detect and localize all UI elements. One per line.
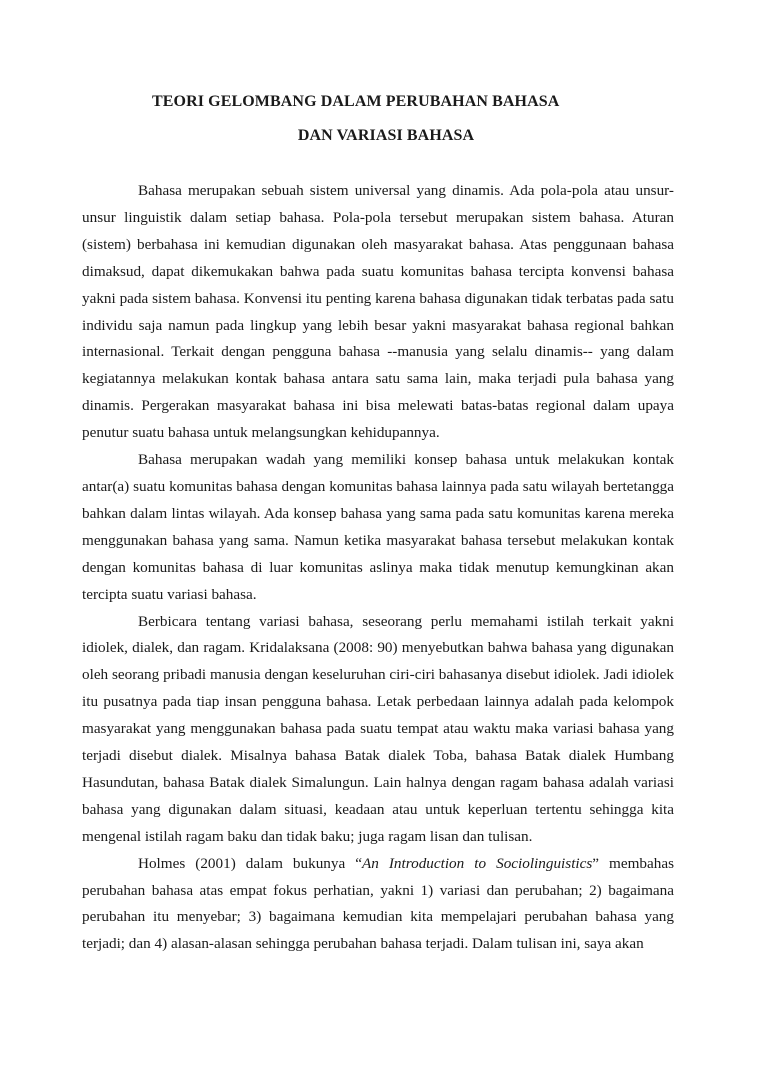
paragraph-3: Berbicara tentang variasi bahasa, seseorang perlu memahami istilah terkait yakni idiolek, dialek, dan ragam. Kridalaksana (2008: 90) menyebutkan bahwa bahasa yang digunakan oleh seorang pribadi manusia dengan keseluruhan ciri-ciri bahasanya disebut idiolek. Jadi idiolek itu pusatnya pada tiap insan pengguna bahasa. Letak perbedaan lainnya adalah pada kelompok masyarakat yang menggunakan bahasa pada suatu tempat atau waktu maka variasi bahasa yang terjadi disebut dialek. Misalnya bahasa Batak dialek Toba, bahasa Batak dialek Humbang Hasundutan, bahasa Batak dialek Simalungun. Lain halnya dengan ragam bahasa adalah variasi bahasa yang digunakan dalam situasi, keadaan atau untuk keperluan tertentu sehingga kita mengenal istilah ragam baku dan tidak baku; juga ragam lisan dan tulisan. <box>82 612 674 845</box>
document-title-line-1: TEORI GELOMBANG DALAM PERUBAHAN BAHASA <box>152 93 560 110</box>
book-title: An Introduction to Sociolinguistics <box>361 854 593 872</box>
paragraph-1: Bahasa merupakan sebuah sistem universal yang dinamis. Ada pola-pola atau unsur-unsur linguistik dalam setiap bahasa. Pola-pola tersebut merupakan sistem bahasa. Aturan (sistem) berbahasa ini kemudian digunakan oleh masyarakat bahasa. Atas penggunaan bahasa dimaksud, dapat dikemukakan bahwa pada suatu komunitas bahasa tercipta konvensi bahasa yakni pada sistem bahasa. Konvensi itu penting karena bahasa digunakan tidak terbatas pada satu individu saja namun pada lingkup yang lebih besar yakni masyarakat bahasa regional bahkan internasional. Terkait dengan pengguna bahasa --manusia yang selalu dinamis-- yang dalam kegiatannya melakukan kontak bahasa antara satu sama lain, maka terjadi pula bahasa yang dinamis. Pergerakan masyarakat bahasa ini bisa melewati batas-batas regional dalam upaya penutur suatu bahasa untuk melangsungkan kehidupannya. <box>82 182 674 442</box>
paragraph-4-intro: Holmes (2001) dalam bukunya “ <box>138 854 362 872</box>
paragraph-4 <box>82 851 674 959</box>
document-title-line-2: DAN VARIASI BAHASA <box>297 127 475 144</box>
document-body <box>82 178 674 958</box>
paragraph-2: Bahasa merupakan wadah yang memiliki konsep bahasa untuk melakukan kontak antar(a) suatu komunitas bahasa dengan komunitas bahasa lainnya pada satu wilayah bertetangga bahkan dalam lintas wilayah. Ada konsep bahasa yang sama pada satu komunitas karena mereka menggunakan bahasa yang sama. Namun ketika masyarakat bahasa tersebut melakukan kontak dengan komunitas bahasa di luar komunitas aslinya maka tidak menutup kemungkinan akan tercipta suatu variasi bahasa. <box>82 451 674 603</box>
paragraph-4-rest: ” membahas perubahan bahasa atas empat fokus perhatian, yakni 1) variasi dan perubahan; 2) bagaimana perubahan itu menyebar; 3) bagaimana kemudian kita mempelajari perubahan bahasa yang terjadi; dan 4) alasan-alasan sehingga perubahan bahasa terjadi. Dalam tulisan ini, saya akan <box>82 854 675 953</box>
